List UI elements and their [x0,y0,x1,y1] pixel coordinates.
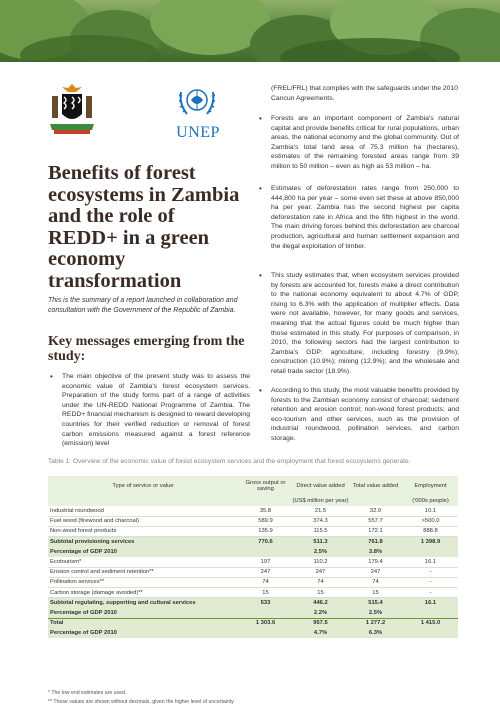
unep-wordmark: UNEP [176,124,220,141]
table-cell: 888.8 [403,526,458,536]
table-cell: 1 303.6 [238,618,293,628]
table-cell: 2.2% [293,608,348,618]
table-header-cell: Employment [403,476,458,496]
table-cell: >500.0 [403,516,458,526]
table-header-row [48,476,458,496]
table-caption: Table 1: Overview of the economic value of forest ecosystem services and the employment that forest ecosystems generate. [48,458,411,465]
table-cell [238,608,293,618]
forest-banner-image [0,0,500,62]
table-body [48,506,458,638]
table-cell: Fuel wood (firewood and charcoal) [48,516,238,526]
table-cell: 247 [238,567,293,577]
table-cell: 15 [238,588,293,598]
table-cell: 74 [293,577,348,587]
table-cell: Percentage of GDP 2010 [48,628,238,638]
table-cell: 1 398.9 [403,537,458,547]
table-row [48,537,458,547]
table-cell: 16.1 [403,557,458,567]
table-cell: 32.0 [348,506,403,516]
table-cell: 957.5 [293,618,348,628]
table-cell: 374.3 [293,516,348,526]
table-row [48,618,458,628]
left-bullet-1 [50,372,250,449]
right-bullet-1 [259,114,459,172]
table-header-cell: Direct value added [293,476,348,496]
unit-label-employment: ('000s people) [403,496,458,506]
bullet-text: This study estimates that, when ecosystem services provided by forests are accounted for, forests make a direct contribution to the national economy equivalent to about 4.7% of GDP, rising to 6.3% with the application of multiplier effects. Data were not available, however, for many goods and services, meaning that the actual figures could be much higher than those estimated in this study. For purposes of comparison, in 2010, the following sectors had the largest contribution to Zambia's GDP: agriculture, including forestry (9.9%); construction (10.9%); mining (12.9%); and the wholesale and retail trade sector (18.9%). [271,272,459,375]
bullet-text: The main objective of the present study was to assess the economic value of Zambia's forest ecosystem services. Preparation of the study forms part of a range of activities under the UN-REDD National Programme of Zambia. The REDD+ financial mechanism is designed to reward developing countries for their verified reduction or removal of forest carbon emissions measured against a forest reference (emission) level [62,373,250,448]
unep-laurel-globe-icon [171,82,223,122]
table-cell: Ecotourism* [48,557,238,567]
table-cell: 15 [348,588,403,598]
table-cell: - [403,567,458,577]
right-bullet-4 [259,386,459,444]
table-header-cell: Type of service or value [48,476,238,496]
bullet-dot-icon: • [259,184,262,193]
table-cell: 21.5 [293,506,348,516]
table-cell: Erosion control and sediment retention** [48,567,238,577]
table-header-cell: Total value added [348,476,403,496]
continuation-text: (FREL/FRL) that complies with the safeguards under the 2010 Cancun Agreements. [271,85,459,102]
table-note-1: * The low end estimates are used. [48,690,127,696]
table-cell: 515.4 [348,598,403,608]
table-cell [238,547,293,557]
table-cell: 761.8 [348,537,403,547]
table-cell: 4.7% [293,628,348,638]
bullet-dot-icon: • [259,114,262,123]
bullet-dot-icon: • [259,386,262,395]
zambia-coat-of-arms-icon [48,84,96,136]
unit-label-main: (US$ million per year) [238,496,403,506]
page-title: Benefits of forest ecosystems in Zambia and the role of REDD+ in a green economy transformation [48,162,240,292]
table-cell: 179.4 [348,557,403,567]
table-cell: 2.5% [293,547,348,557]
table-cell: 15 [293,588,348,598]
bullet-dot-icon: • [50,372,53,381]
table-note-2: ** These values are shown without decimals, given the higher level of uncertainty [48,699,234,705]
table-cell: Total [48,618,238,628]
table-row [48,598,458,608]
table-cell: 197 [238,557,293,567]
table-cell: Subtotal regulating, supporting and cultural services [48,598,238,608]
table-cell: Pollination services** [48,577,238,587]
table-cell: Industrial roundwood [48,506,238,516]
table-cell: 135.9 [238,526,293,536]
table-cell: 3.8% [348,547,403,557]
table-cell: 74 [238,577,293,587]
table-row [48,506,458,516]
bullet-text: Forests are an important component of Zambia's natural capital and provide benefits critical for rural populations, urban areas, the national economy and the global community. Out of Zambia's total land area of 75.3 million ha (hectares), estimates of the remaining forested areas range from 39 million to 50 million – even as high as 53 million – ha. [271,115,459,170]
bullet-text: Estimates of deforestation rates range from 250,000 to 444,800 ha per year – some even set these at above 850,000 ha per year. Zambia has the second highest per capita deforestation rate in Africa and the fifth highest in the world. The main driving forces behind this deforestation are charcoal production, agricultural and human settlement expansion and the illegal exploitation of timber. [271,185,459,250]
table-row [48,577,458,587]
table-cell: 247 [348,567,403,577]
table-cell: 770.6 [238,537,293,547]
table-cell [238,628,293,638]
table-row [48,608,458,618]
table-cell: 115.5 [293,526,348,536]
ecosystem-value-table [48,476,458,638]
table-cell: 6.3% [348,628,403,638]
table-cell: Percentage of GDP 2010 [48,608,238,618]
table-cell: Percentage of GDP 2010 [48,547,238,557]
table-cell: 446.2 [293,598,348,608]
table-row [48,557,458,567]
table-unit-row [48,496,458,506]
table-row [48,628,458,638]
table-cell [403,547,458,557]
bullet-text: According to this study, the most valuable benefits provided by forests to the Zambian economy consist of charcoal; sediment retention and erosion control; non-wood forest products; and eco-tourism and other services, such as the provision of industrial roundwood, pollination services, and carbon storage. [271,387,459,442]
table-header-cell: Gross output or saving [238,476,293,496]
table-row [48,526,458,536]
table-cell: Non-wood forest products [48,526,238,536]
table-cell: 16.1 [403,598,458,608]
key-messages-heading: Key messages emerging from the study: [48,334,245,364]
table-cell: 247 [293,567,348,577]
right-bullet-2 [259,184,459,251]
table-cell: - [403,577,458,587]
table-cell [403,628,458,638]
table-cell: 110.2 [293,557,348,567]
table-cell: 1 415.0 [403,618,458,628]
table-cell [403,608,458,618]
table-cell: 172.1 [348,526,403,536]
table-cell: 533 [238,598,293,608]
table-cell: 74 [348,577,403,587]
table-row [48,588,458,598]
table-cell: 2.5% [348,608,403,618]
summary-text: This is the summary of a report launched in collaboration and consultation with the Government of the Republic of Zambia. [48,297,238,314]
table-cell: 35.8 [238,506,293,516]
table-cell: 10.1 [403,506,458,516]
table-cell: 557.7 [348,516,403,526]
table-cell: 589.9 [238,516,293,526]
table-row [48,547,458,557]
table-cell: - [403,588,458,598]
table-cell: Subtotal provisioning services [48,537,238,547]
bullet-dot-icon: • [259,271,262,280]
table-cell: 1 277.2 [348,618,403,628]
table-row [48,516,458,526]
table-cell: 511.3 [293,537,348,547]
right-bullet-3 [259,271,459,377]
table-cell: Carbon storage (damage avoided)** [48,588,238,598]
table-row [48,567,458,577]
